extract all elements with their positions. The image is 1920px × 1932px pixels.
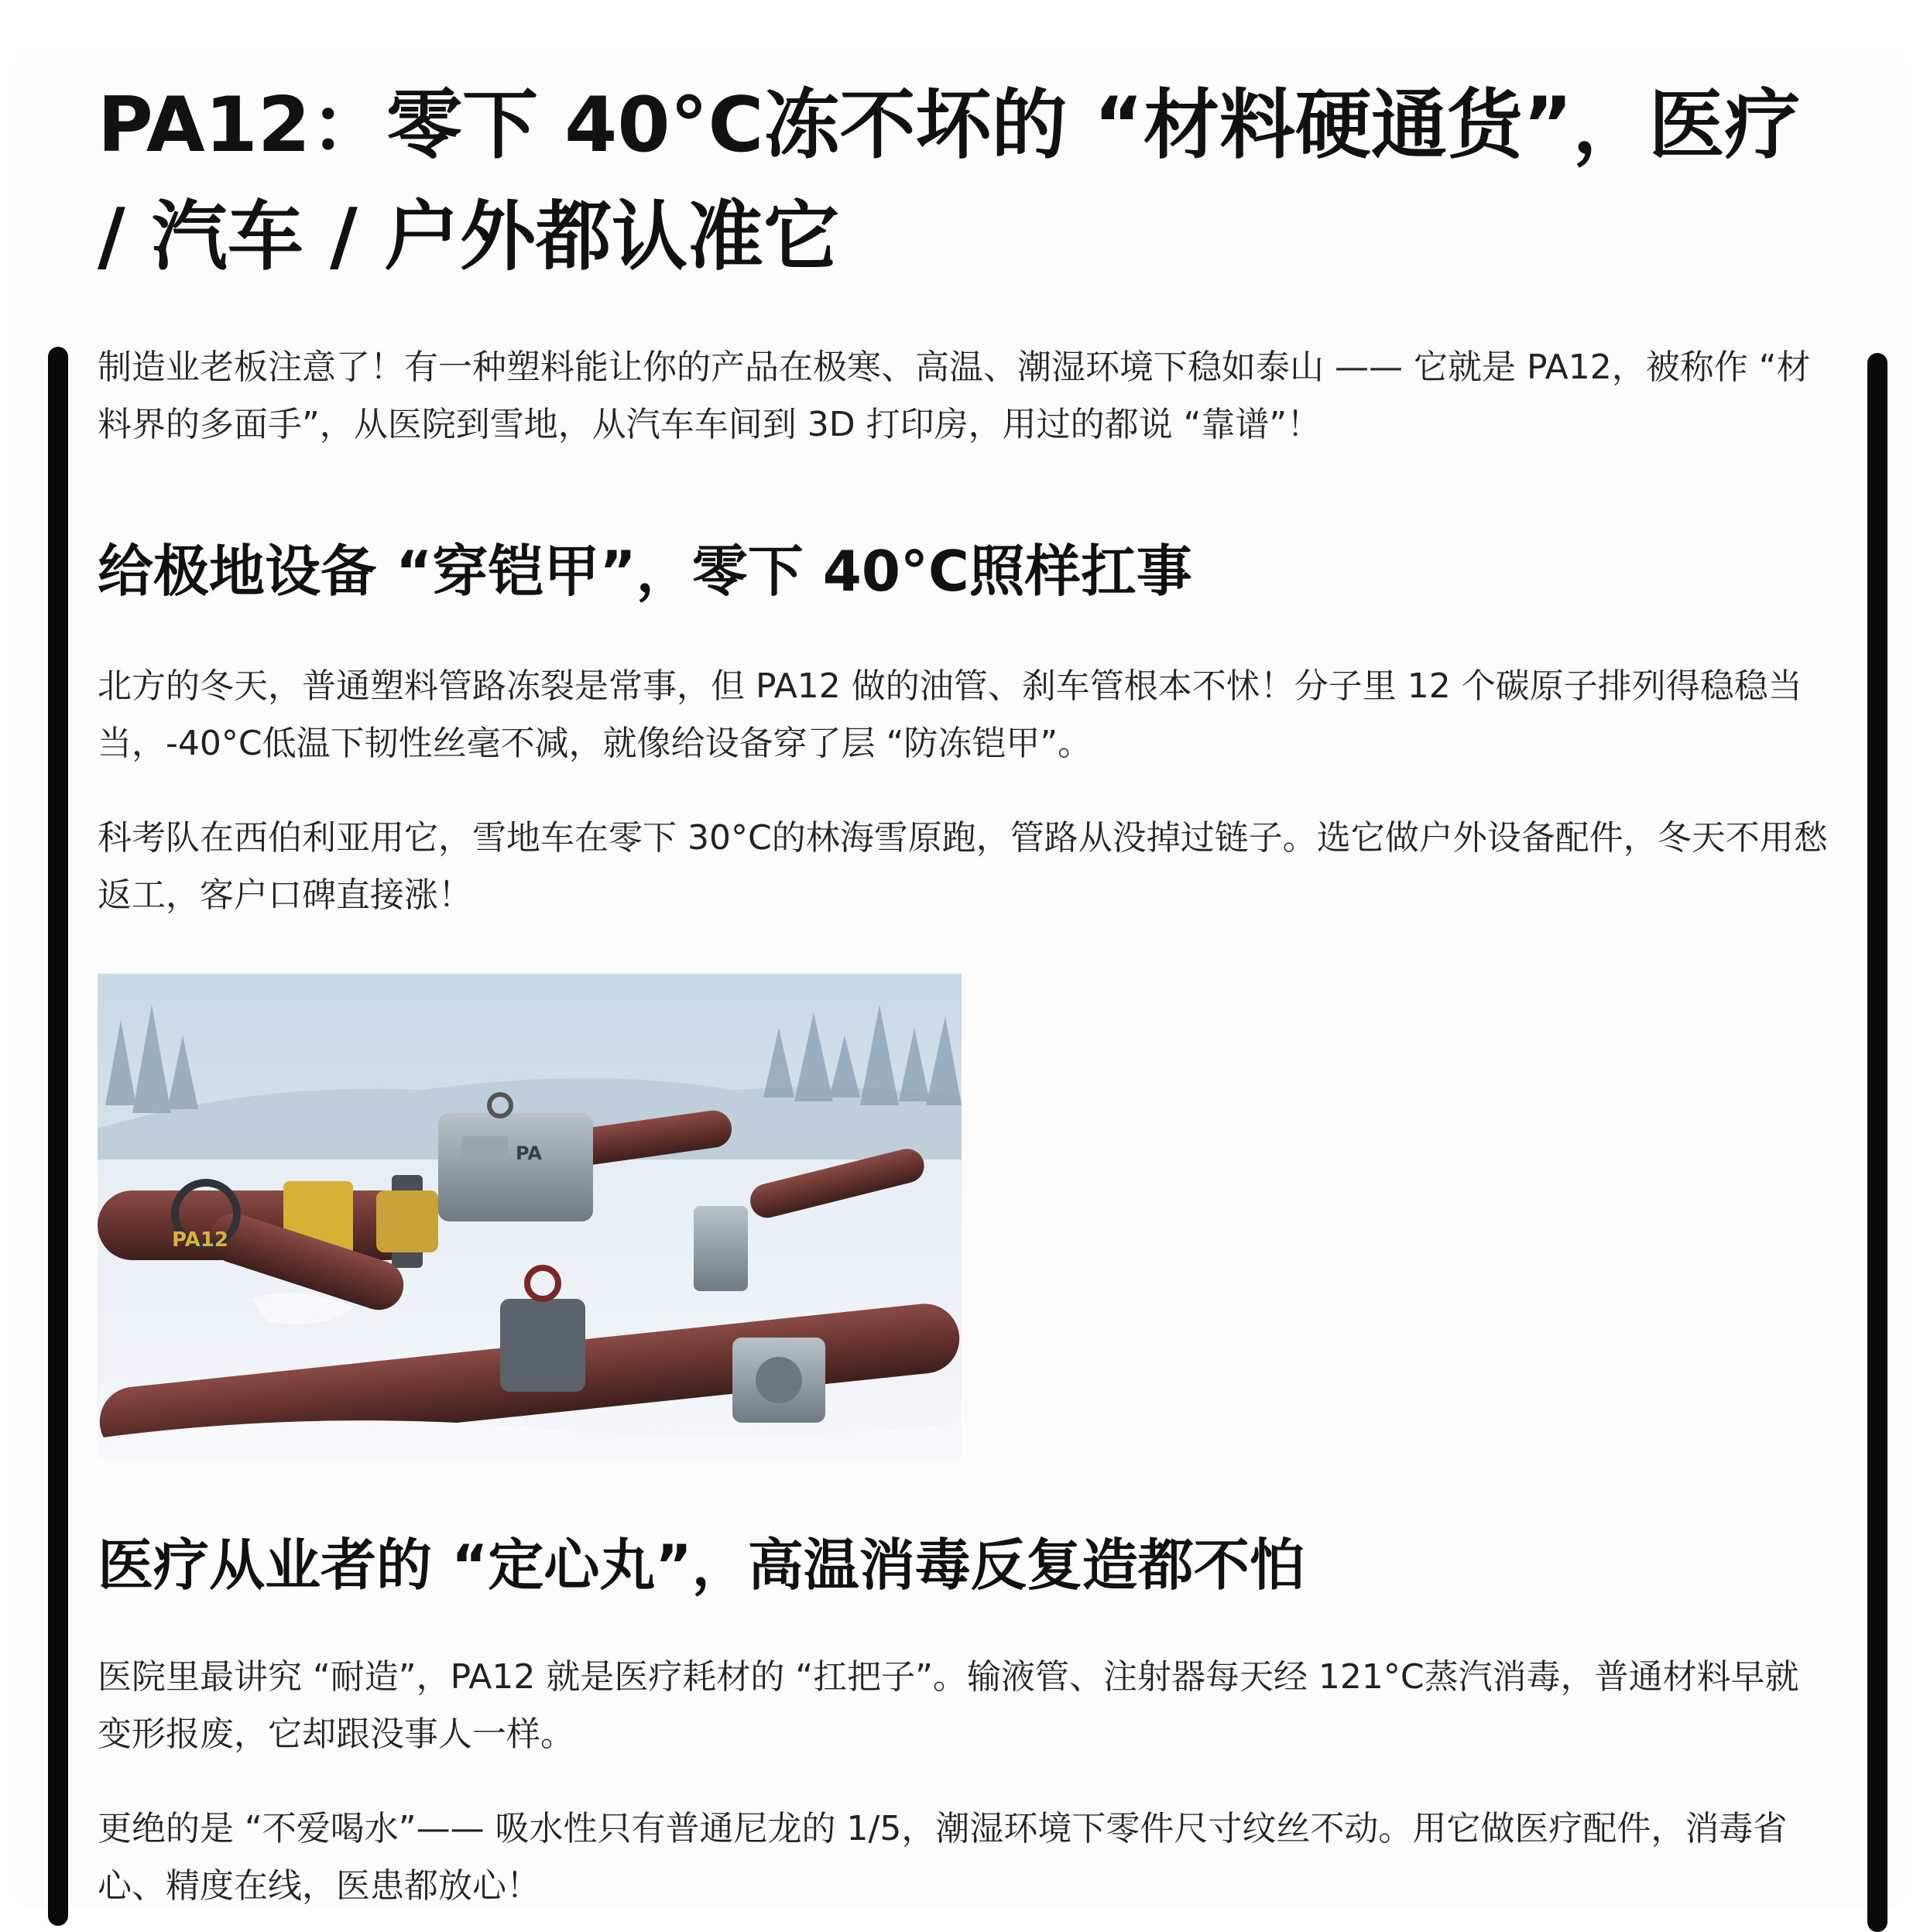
right-scrollbar[interactable] [1867, 353, 1887, 1932]
left-scroll-edge [48, 347, 68, 1926]
medical-paragraph-1: 医院里最讲究 “耐造”，PA12 就是医疗耗材的 “扛把子”。输液管、注射器每天经 121°C蒸汽消毒，普通材料早就变形报废，它却跟没事人一样。 [98, 1657, 1799, 1754]
polar-paragraph-1: 北方的冬天，普通塑料管路冻裂是常事，但 PA12 做的油管、刹车管根本不怵！分子里 12 个碳原子排列得稳稳当当，-40°C低温下韧性丝毫不减，就像给设备穿了层 “防冻铠甲”。 [98, 666, 1802, 763]
pipe-label-pa12: PA12 [172, 1228, 228, 1252]
section-heading-medical: 医疗从业者的 “定心丸”，高温消毒反复造都不怕 [98, 1533, 1305, 1598]
page-title: PA12：零下 40°C冻不坏的 “材料硬通货”，医疗 / 汽车 / 户外都认准它 [98, 81, 1801, 281]
medical-paragraph-2: 更绝的是 “不爱喝水”—— 吸水性只有普通尼龙的 1/5，潮湿环境下零件尺寸纹丝不动。用它做医疗配件，消毒省心、精度在线，医患都放心！ [98, 1809, 1788, 1906]
polar-paragraph-2: 科考队在西伯利亚用它，雪地车在零下 30°C的林海雪原跑，管路从没掉过链子。选它做户外设备配件，冬天不用愁返工，客户口碑直接涨！ [98, 818, 1828, 915]
snow-pipeline-image [98, 974, 962, 1460]
section-heading-polar: 给极地设备 “穿铠甲”，零下 40°C照样扛事 [98, 539, 1192, 604]
intro-paragraph: 制造业老板注意了！有一种塑料能让你的产品在极寒、高温、潮湿环境下稳如泰山 —— 它就是 PA12，被称作 “材料界的多面手”，从医院到雪地，从汽车车间到 3D 打印房，用过的都说 “靠谱”！ [98, 348, 1811, 444]
machine-label-pa: PA [516, 1142, 542, 1164]
